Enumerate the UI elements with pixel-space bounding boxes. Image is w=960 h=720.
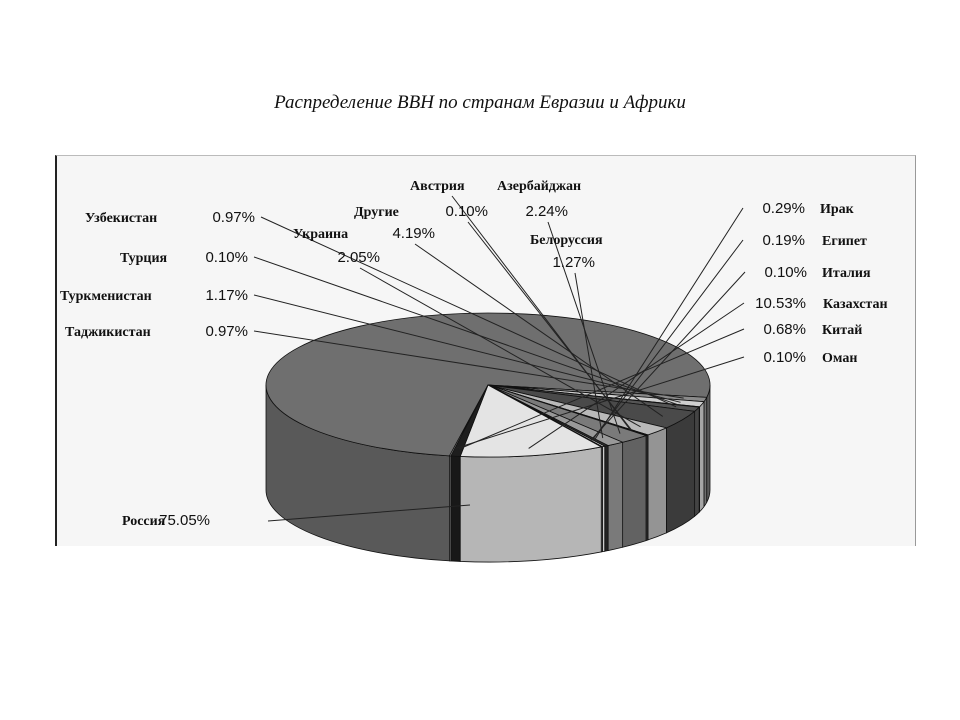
slice-side-туркменистан — [700, 402, 704, 512]
name-label-узбекистан: Узбекистан — [85, 211, 158, 226]
name-label-белоруссия: Белоруссия — [530, 233, 603, 248]
name-label-италия: Италия — [822, 266, 871, 281]
value-label-италия: 0.10% — [764, 264, 807, 281]
pie-top — [266, 313, 710, 457]
value-label-китай: 0.68% — [763, 321, 806, 338]
name-label-азербайджан: Азербайджан — [497, 179, 582, 194]
name-label-туркменистан: Туркменистан — [60, 289, 152, 304]
slice-side-оман — [449, 456, 450, 561]
chart-title: Распределение ВВН по странам Евразии и Африки — [274, 92, 686, 113]
name-label-казахстан: Казахстан — [823, 297, 888, 312]
name-label-украина: Украина — [293, 227, 349, 242]
slice-side-азербайджан — [623, 436, 646, 548]
slice-side-россия — [707, 385, 710, 502]
value-label-казахстан: 10.53% — [755, 295, 806, 312]
value-label-россия: 75.05% — [159, 512, 210, 529]
name-label-оман: Оман — [822, 351, 858, 366]
name-label-египет: Египет — [822, 234, 867, 249]
value-label-египет: 0.19% — [762, 232, 805, 249]
value-label-украина: 4.19% — [392, 225, 435, 242]
value-label-таджикистан: 0.97% — [205, 323, 248, 340]
name-label-другие: Другие — [354, 205, 399, 220]
name-label-таджикистан: Таджикистан — [65, 325, 151, 340]
name-label-австрия: Австрия — [410, 179, 465, 194]
slice-side-таджикистан — [704, 397, 707, 506]
slice-side-украина — [666, 411, 694, 533]
slice-side-unnamed — [648, 428, 666, 540]
name-label-ирак: Ирак — [820, 202, 854, 217]
value-label-ирак: 0.29% — [762, 200, 805, 217]
value-label-оман: 0.10% — [763, 349, 806, 366]
slice-side-узбекистан — [695, 407, 700, 516]
name-label-китай: Китай — [822, 323, 863, 338]
value-label-турция: 0.10% — [205, 249, 248, 266]
slice-side-ирак — [605, 446, 608, 552]
value-label-unnamed: 2.05% — [337, 249, 380, 266]
slice-side-казахстан — [460, 447, 601, 562]
value-label-белоруссия: 1.27% — [552, 254, 595, 271]
value-label-туркменистан: 1.17% — [205, 287, 248, 304]
value-label-азербайджан: 2.24% — [525, 203, 568, 220]
value-label-узбекистан: 0.97% — [212, 209, 255, 226]
value-label-другие: 0.10% — [445, 203, 488, 220]
slice-side-китай — [451, 456, 460, 561]
slice-side-белоруссия — [608, 442, 622, 550]
name-label-турция: Турция — [120, 251, 168, 266]
name-label-россия: Россия — [122, 514, 166, 529]
